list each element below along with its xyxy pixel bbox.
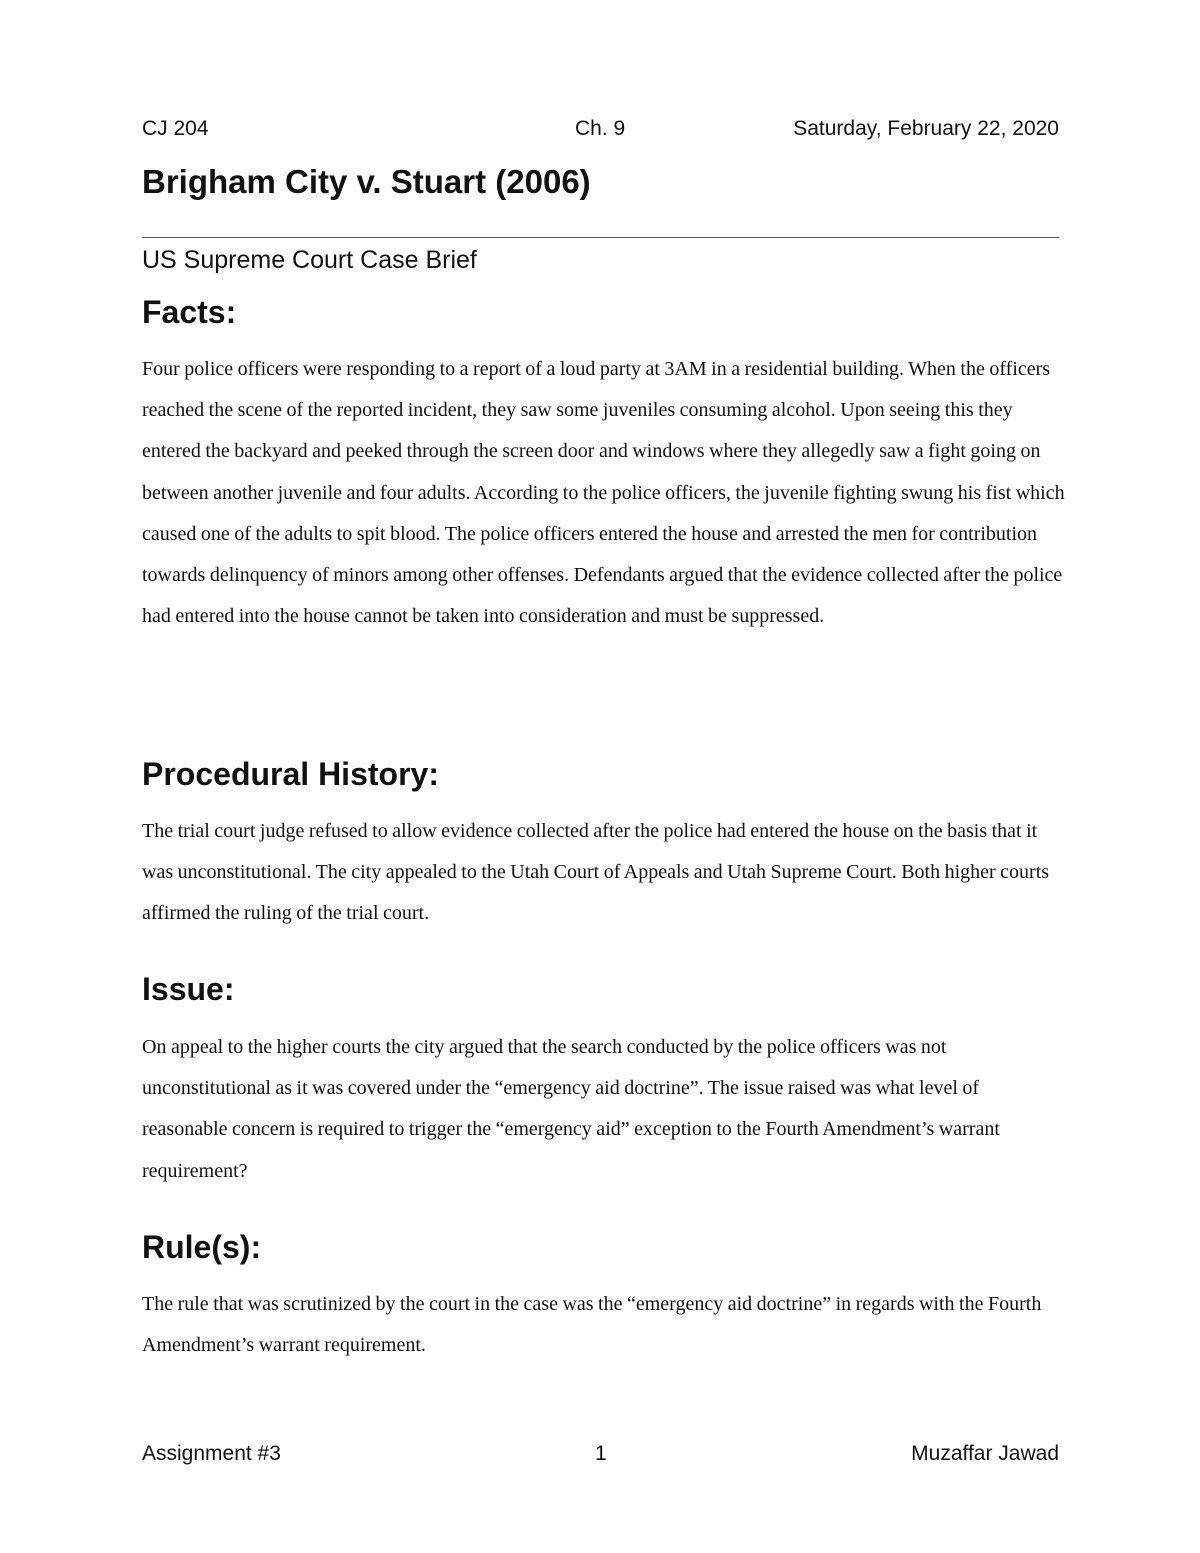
page-footer <box>142 1442 1059 1472</box>
page-number: 1 <box>595 1442 607 1465</box>
title-divider <box>142 237 1059 238</box>
rules-heading: Rule(s): <box>142 1229 262 1265</box>
course-code: CJ 204 <box>142 117 209 140</box>
issue-heading: Issue: <box>142 971 235 1007</box>
document-subtitle: US Supreme Court Case Brief <box>142 246 477 274</box>
facts-heading: Facts: <box>142 294 237 330</box>
page-header <box>142 117 1059 147</box>
procedural-history-paragraph: The trial court judge refused to allow evidence collected after the police had entered the house on the basis that it was unconstitutional. The city appealed to the Utah Court of Appeals and Utah Supreme Court. Both higher courts affirmed the ruling of the trial court. <box>142 820 1050 925</box>
rules-paragraph: The rule that was scrutinized by the court in the case was the “emergency aid doctrine” in regards with the Fourth Amendment’s warrant requirement. <box>142 1293 1042 1357</box>
chapter-label: Ch. 9 <box>575 117 626 140</box>
header-date: Saturday, February 22, 2020 <box>793 117 1059 140</box>
issue-paragraph: On appeal to the higher courts the city argued that the search conducted by the police officers was not unconstitutional as it was covered under the “emergency aid doctrine”. The issue raised was what level of reasonable concern is required to trigger the “emergency aid” exception to the Fourth Amendment’s warrant requirement? <box>142 1036 1000 1182</box>
document-title: Brigham City v. Stuart (2006) <box>142 163 591 200</box>
procedural-history-heading: Procedural History: <box>142 756 439 792</box>
facts-paragraph: Four police officers were responding to a report of a loud party at 3AM in a residential building. When the officers reached the scene of the reported incident, they saw some juveniles consuming alcohol. Upon seeing this they entered the backyard and peeked through the screen door and windows where they allegedly saw a fight going on between another juvenile and four adults. According to the police officers, the juvenile fighting swung his fist which caused one of the adults to spit blood. The police officers entered the house and arrested the men for contribution towards delinquency of minors among other offenses. Defendants argued that the evidence collected after the police had entered into the house cannot be taken into consideration and must be suppressed. <box>142 358 1065 628</box>
author-name: Muzaffar Jawad <box>911 1442 1059 1465</box>
assignment-label: Assignment #3 <box>142 1442 281 1465</box>
